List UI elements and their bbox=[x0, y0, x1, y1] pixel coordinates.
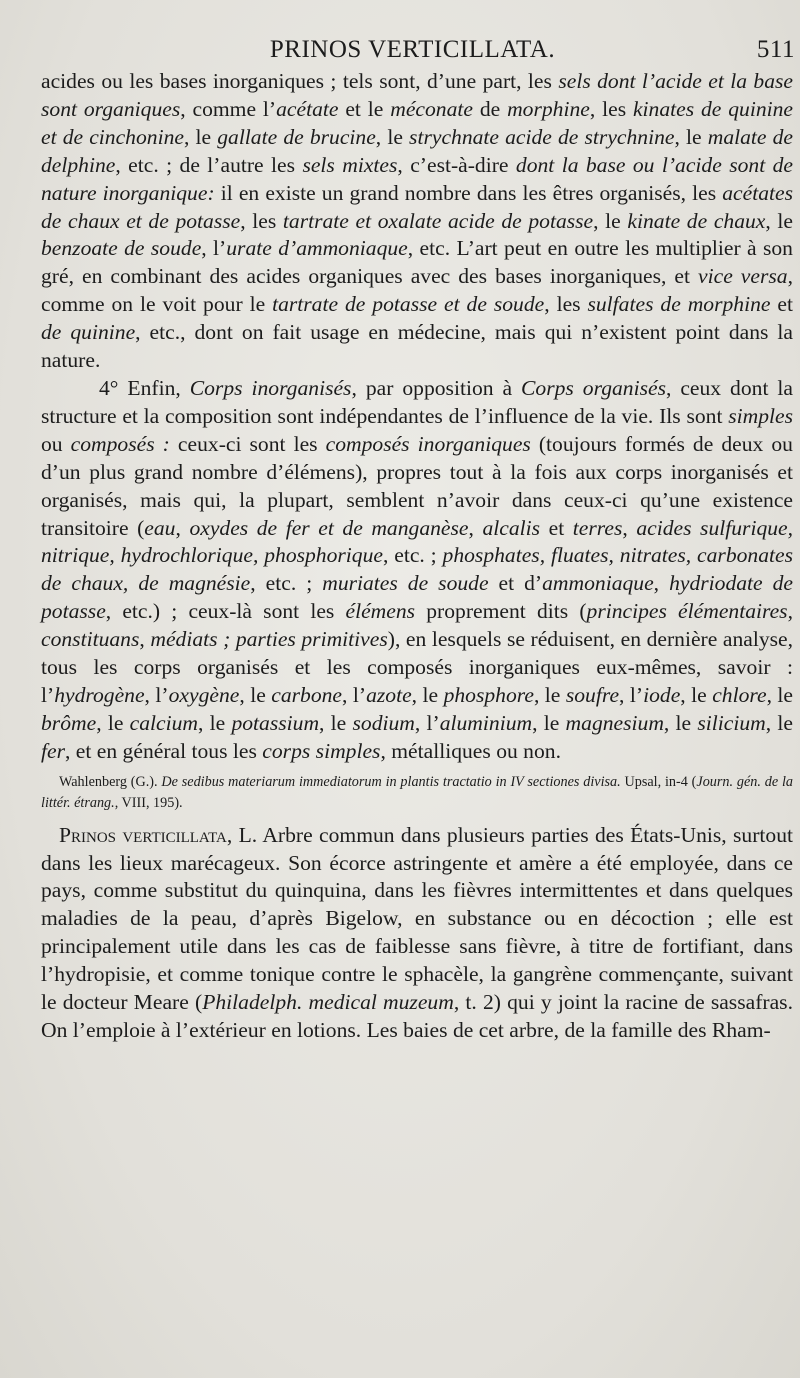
italic-text: aluminium bbox=[439, 710, 533, 735]
page-number: 511 bbox=[756, 36, 795, 63]
italic-text: Corps organisés bbox=[521, 375, 666, 400]
italic-text: muriates de soude bbox=[322, 571, 489, 596]
italic-text: kinate de chaux bbox=[627, 208, 766, 233]
italic-text: sels mixtes bbox=[302, 152, 398, 177]
text-run: , le bbox=[183, 124, 218, 149]
text-run: , le bbox=[319, 710, 353, 735]
text-run: , le bbox=[198, 710, 232, 735]
bibliographic-note bbox=[41, 772, 793, 814]
text-run: Wahlenberg (G.). bbox=[59, 773, 162, 790]
italic-text: tartrate de potasse et de soude bbox=[272, 292, 545, 317]
text-run: , l’ bbox=[144, 682, 169, 707]
italic-text: constituans bbox=[41, 627, 140, 652]
text-run: et le bbox=[338, 96, 391, 121]
italic-text: chlore bbox=[712, 682, 767, 707]
italic-text: phosphates, fluates, nitrates, carbonates de chaux, de magnésie bbox=[41, 543, 793, 596]
italic-text: kinates de quinine et de cinchonine bbox=[41, 96, 794, 149]
text-run: et bbox=[770, 292, 793, 317]
text-run: , etc. ; bbox=[383, 543, 443, 568]
text-run: , les bbox=[240, 208, 283, 233]
italic-text: soufre bbox=[565, 682, 620, 707]
italic-text: Corps inorganisés bbox=[189, 375, 352, 400]
italic-text: Journ. gén. de la littér. étrang. bbox=[41, 773, 794, 811]
text-run: , le bbox=[765, 208, 794, 233]
text-run: , l’ bbox=[201, 236, 227, 261]
text-run: , le bbox=[239, 682, 272, 707]
text-run: , le bbox=[674, 124, 708, 149]
italic-text: hydriodate de potasse bbox=[41, 571, 793, 624]
text-run: , métalliques ou non. bbox=[380, 738, 561, 763]
paragraph-prinos-verticillata bbox=[41, 822, 793, 1045]
italic-text: iode bbox=[643, 682, 681, 707]
italic-text: Philadelph. medical muzeum bbox=[202, 990, 454, 1015]
text-run: acides ou les bases inorganiques ; tels sont, d’une part, les bbox=[41, 69, 559, 93]
text-run: , le bbox=[411, 682, 444, 707]
text-run: et bbox=[540, 515, 573, 540]
italic-text: principes élémentaires bbox=[586, 599, 788, 624]
text-run: , etc. ; bbox=[250, 571, 323, 596]
text-run: , bbox=[468, 515, 483, 540]
italic-text: carbone bbox=[271, 682, 343, 707]
text-run: , l’ bbox=[342, 682, 367, 707]
text-run: , le bbox=[663, 710, 698, 735]
text-run: , le bbox=[765, 710, 793, 735]
italic-text: benzoate de soude bbox=[41, 236, 202, 261]
italic-text: morphine bbox=[507, 96, 590, 121]
text-run: proprement dits ( bbox=[415, 599, 587, 624]
text-run: , etc. ; de l’autre les bbox=[115, 152, 303, 177]
italic-text: sodium bbox=[352, 710, 415, 735]
text-run: , bbox=[787, 599, 793, 624]
text-run: ), en lesquels se réduisent, en dernière analyse, tous les corps organisés et les composés inorganiques eux-mêmes, savoir : l’ bbox=[41, 627, 794, 707]
text-run: Upsal, in-4 ( bbox=[620, 773, 697, 790]
italic-text: méconate bbox=[390, 96, 473, 121]
text-run: , VIII, 195). bbox=[114, 794, 183, 811]
text-run: , etc. L’art peut en outre les multiplier à son gré, en combinant des acides organiques avec des bases inorganiques, et bbox=[41, 236, 793, 289]
text-run: , le bbox=[96, 710, 130, 735]
text-run: , le bbox=[375, 124, 410, 149]
text-run: il en existe un grand nombre dans les êtres organisés, les bbox=[214, 180, 723, 205]
italic-text: ammoniaque bbox=[542, 571, 654, 596]
italic-text: composés inorganiques bbox=[325, 431, 531, 456]
text-run: , par opposition à bbox=[351, 375, 522, 400]
italic-text: acétates de chaux et de potasse bbox=[41, 180, 793, 233]
text-run: , etc., dont on fait usage en médecine, mais qui n’existent point dans la nature. bbox=[41, 320, 793, 373]
italic-text: corps simples bbox=[262, 738, 381, 763]
italic-text: dont la base ou l’acide sont de nature inorganique: bbox=[41, 152, 793, 205]
italic-text: sels dont l’acide et la base sont organiques bbox=[41, 69, 794, 121]
italic-text: composés : bbox=[70, 431, 170, 456]
body-text bbox=[41, 68, 793, 1045]
running-header bbox=[30, 36, 795, 68]
italic-text: médiats ; parties primitives bbox=[150, 627, 388, 652]
italic-text: alcalis bbox=[482, 515, 541, 540]
text-run: , bbox=[175, 515, 190, 540]
italic-text: eau bbox=[144, 515, 176, 540]
text-run: , comme l’ bbox=[180, 96, 277, 121]
text-run: (toujours formés de deux ou d’un plus grand nombre d’élémens), propres tout à la fois aux corps inorganisés et organisés, mais qui, la plupart, semblent n’avoir dans ceux-ci qu’une existence transitoire ( bbox=[41, 431, 793, 540]
text-run: , bbox=[622, 515, 637, 540]
italic-text: brôme bbox=[41, 710, 97, 735]
paragraph-corps-inorganises bbox=[41, 375, 793, 766]
italic-text: malate de delphine bbox=[41, 124, 794, 177]
small-caps-text: Prinos verticillata bbox=[59, 822, 227, 847]
italic-text: de quinine bbox=[41, 320, 136, 345]
italic-text: oxydes de fer et de manganèse bbox=[189, 515, 469, 540]
text-run: , l’ bbox=[414, 710, 440, 735]
text-run: , le bbox=[680, 682, 713, 707]
italic-text: phosphore bbox=[443, 682, 534, 707]
text-run: de bbox=[472, 96, 508, 121]
italic-text: simples bbox=[728, 403, 793, 428]
italic-text: sulfates de morphine bbox=[587, 292, 771, 317]
text-run: , l’ bbox=[619, 682, 644, 707]
paragraph-sels bbox=[41, 68, 793, 375]
italic-text: terres bbox=[572, 515, 623, 540]
italic-text: calcium bbox=[129, 710, 198, 735]
text-run: , bbox=[653, 571, 670, 596]
italic-text: tartrate et oxalate acide de potasse bbox=[282, 208, 594, 233]
italic-text: magnesium bbox=[565, 710, 664, 735]
italic-text: strychnate acide de strychnine bbox=[409, 124, 675, 149]
italic-text: acides sulfurique, nitrique, hydrochlorique, phosphorique bbox=[41, 515, 794, 568]
italic-text: urate d’ammoniaque bbox=[226, 236, 408, 261]
italic-text: De sedibus materiarum immediatorum in plantis tractatio in IV sectiones divisa. bbox=[161, 773, 621, 790]
text-run: , ceux dont la structure et la composition sont indépendantes de l’influence de la vie. Ils sont bbox=[41, 375, 793, 428]
text-run: , le bbox=[593, 208, 628, 233]
text-run: , c’est-à-dire bbox=[397, 152, 516, 177]
text-run: et d’ bbox=[488, 571, 543, 596]
italic-text: vice versa bbox=[698, 264, 788, 289]
text-run: , le bbox=[532, 710, 566, 735]
italic-text: silicium bbox=[697, 710, 766, 735]
text-run: , le bbox=[533, 682, 566, 707]
italic-text: potassium bbox=[231, 710, 320, 735]
text-run: , t. 2) qui y joint la racine de sassafras. On l’emploie à l’extérieur en lotions. Les baies de cet arbre, de la famille des Rham- bbox=[41, 990, 793, 1042]
text-run: , et en général tous les bbox=[65, 738, 263, 763]
text-run: , le bbox=[766, 682, 794, 707]
italic-text: fer bbox=[41, 738, 65, 763]
italic-text: élémens bbox=[345, 599, 416, 624]
text-run: , bbox=[139, 627, 151, 652]
italic-text: hydrogène bbox=[54, 682, 145, 707]
italic-text: acétate bbox=[276, 96, 339, 121]
text-run: ceux-ci sont les bbox=[169, 431, 326, 456]
text-run: , etc.) ; ceux-là sont les bbox=[105, 599, 346, 624]
italic-text: gallate de brucine bbox=[217, 124, 376, 149]
text-run: , comme on le voit pour le bbox=[41, 264, 793, 317]
text-run: , L. Arbre commun dans plusieurs parties des États-Unis, surtout dans les lieux marécageux. Son écorce astringente et amère a été employée, dans ce pays, comme substitut du quinquina, dans les fièvres intermittentes et dans quelques maladies de la peau, d’après Bigelow, en substance ou en décoction ; elle est principalement utile dans les cas de faiblesse sans fièvre, à titre de fortifiant, dans l’hydropisie, et comme tonique contre le sphacèle, la gangrène commençante, suivant le docteur Meare ( bbox=[41, 822, 793, 1015]
text-run: , les bbox=[544, 292, 588, 317]
text-run: ou bbox=[41, 431, 71, 456]
italic-text: azote bbox=[366, 682, 412, 707]
running-title: PRINOS VERTICILLATA. bbox=[269, 36, 556, 63]
italic-text: oxygène bbox=[168, 682, 240, 707]
text-run: , les bbox=[589, 96, 633, 121]
text-run: 4° Enfin, bbox=[99, 375, 190, 400]
